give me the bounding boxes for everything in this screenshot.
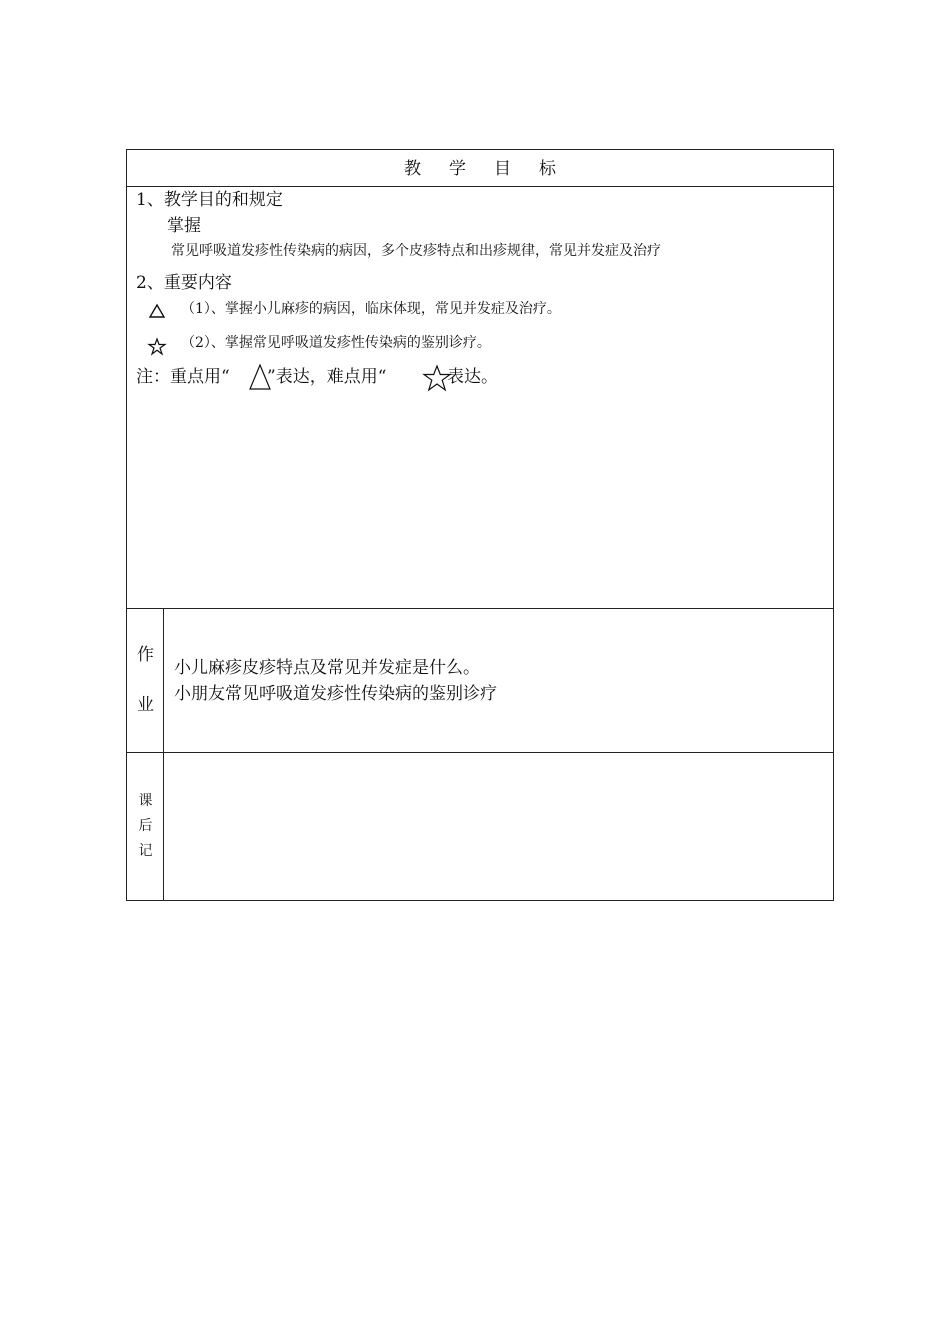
objective-detail: 常见呼吸道发疹性传染病的病因，多个皮疹特点和出疹规律，常见并发症及治疗 [171, 243, 661, 259]
homework-line-2: 小朋友常见呼吸道发疹性传染病的鉴别诊疗 [174, 684, 497, 704]
star-icon [148, 338, 166, 355]
section-title [127, 161, 833, 178]
title-char: 学 [449, 159, 466, 179]
row-divider [127, 608, 833, 609]
triangle-icon [149, 304, 165, 318]
key-point-text: （1）、掌握小儿麻疹的病因，临床体现，常见并发症及治疗。 [181, 301, 561, 317]
objective-heading-1: 1、教学目的和规定 [136, 190, 283, 210]
title-char: 标 [539, 159, 556, 179]
difficult-point-text: （2）、掌握常见呼吸道发疹性传染病的鉴别诊疗。 [181, 335, 491, 351]
objective-heading-2: 2、重要内容 [136, 273, 232, 293]
note-prefix: 注：重点用“ [136, 367, 230, 387]
row-divider [127, 186, 833, 187]
postclass-label-char: 后 [138, 818, 153, 834]
objective-sub-label: 掌握 [167, 216, 201, 236]
postclass-label-char: 记 [138, 843, 153, 859]
homework-line-1: 小儿麻疹皮疹特点及常见并发症是什么。 [174, 658, 480, 678]
row-divider [127, 752, 833, 753]
postclass-notes-area [165, 754, 833, 900]
homework-label-char: 业 [137, 695, 154, 715]
homework-label-char: 作 [137, 645, 154, 665]
lesson-plan-table [126, 149, 834, 901]
postclass-label-char: 课 [138, 793, 153, 809]
note-middle: ”表达，难点用“ [267, 367, 387, 387]
title-char: 教 [404, 159, 421, 179]
title-char: 目 [494, 159, 511, 179]
note-suffix: 表达。 [447, 367, 498, 387]
